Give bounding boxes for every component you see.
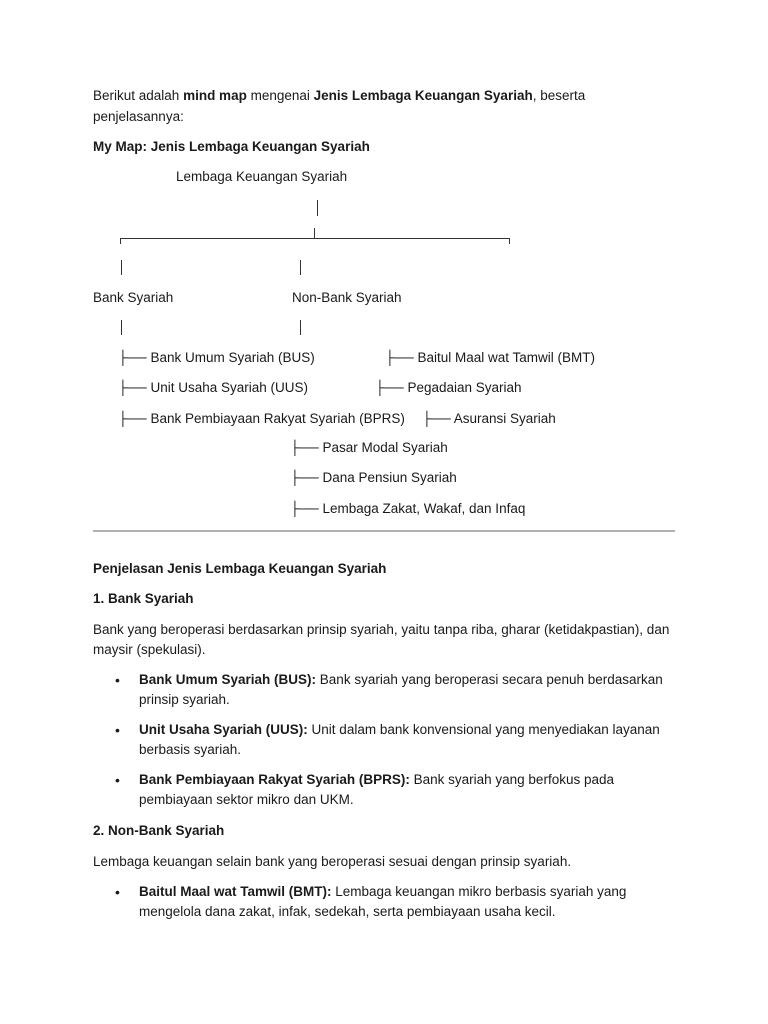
connector-glyph: ├── — [118, 350, 147, 365]
intro-line-2: penjelasannya: — [93, 109, 184, 124]
bullet-icon: • — [115, 722, 120, 738]
root-joint — [314, 228, 315, 238]
tree-item-label: Dana Pensiun Syariah — [322, 470, 457, 485]
connector-glyph: ├── — [375, 380, 404, 395]
list-item-term: Bank Umum Syariah (BUS): — [139, 672, 317, 687]
tree-item — [290, 499, 525, 519]
connector-glyph: ├── — [385, 350, 414, 365]
intro-text: mengenai — [246, 88, 314, 103]
connector-glyph: ├── — [290, 440, 319, 455]
branch-non-bank-syariah: Non-Bank Syariah — [292, 290, 402, 305]
section-2-description: Lembaga keuangan selain bank yang beroperasi sesuai dengan prinsip syariah. — [93, 854, 572, 869]
list-item-desc: Unit dalam bank konvensional yang menyediakan layanan berbasis syariah. — [139, 722, 660, 757]
list-item — [93, 670, 683, 710]
intro-bold-topic: Jenis Lembaga Keuangan Syariah — [313, 88, 533, 103]
intro-text: Berikut adalah — [93, 88, 184, 103]
list-item-desc: Bank syariah yang berfokus pada pembiayaan sektor mikro dan UKM. — [139, 772, 614, 807]
right-stem-upper — [300, 260, 301, 275]
tree-item — [422, 409, 556, 429]
section-2-list — [93, 882, 683, 922]
tree-item — [118, 378, 308, 398]
map-title: My Map: Jenis Lembaga Keuangan Syariah — [93, 139, 370, 154]
connector-glyph: ├── — [118, 380, 147, 395]
tree-item — [118, 409, 405, 429]
branch-corner-right — [509, 238, 510, 244]
tree-item-label: Bank Pembiayaan Rakyat Syariah (BPRS) — [150, 411, 405, 426]
section-1-description: Bank yang beroperasi berdasarkan prinsip syariah, yaitu tanpa riba, gharar (ketidakpastian), dan maysir (spekulasi). — [93, 622, 670, 657]
tree-item — [118, 348, 315, 368]
list-item-term: Unit Usaha Syariah (UUS): — [139, 722, 308, 737]
list-item — [93, 720, 683, 760]
tree-item-label: Lembaga Zakat, Wakaf, dan Infaq — [322, 501, 526, 516]
tree-item-label: Pegadaian Syariah — [407, 380, 522, 395]
root-stem — [317, 200, 318, 216]
connector-glyph: ├── — [290, 470, 319, 485]
list-item-term: Baitul Maal wat Tamwil (BMT): — [139, 884, 332, 899]
list-item — [93, 882, 683, 922]
tree-item — [290, 438, 448, 458]
section-divider — [93, 530, 675, 532]
tree-item-label: Pasar Modal Syariah — [322, 440, 448, 455]
connector-glyph: ├── — [118, 411, 147, 426]
intro-bold-mindmap: mind map — [183, 88, 247, 103]
explain-heading: Penjelasan Jenis Lembaga Keuangan Syariah — [93, 561, 387, 576]
tree-item — [290, 468, 457, 488]
connector-glyph: ├── — [290, 501, 319, 516]
branch-bar — [120, 238, 510, 239]
tree-item — [385, 348, 595, 368]
branch-corner-left — [120, 238, 121, 244]
tree-item-label: Asuransi Syariah — [453, 411, 556, 426]
list-item-desc: Bank syariah yang beroperasi secara penuh berdasarkan prinsip syariah. — [139, 672, 663, 707]
left-stem-lower — [121, 320, 122, 335]
section-2-title: 2. Non-Bank Syariah — [93, 823, 225, 838]
tree-root: Lembaga Keuangan Syariah — [176, 169, 348, 184]
left-stem-upper — [121, 260, 122, 275]
section-1-title: 1. Bank Syariah — [93, 591, 194, 606]
intro-line-1 — [93, 86, 585, 106]
right-stem-lower — [300, 320, 301, 335]
section-1-list — [93, 670, 683, 810]
bullet-icon: • — [115, 772, 120, 788]
tree-item-label: Unit Usaha Syariah (UUS) — [150, 380, 309, 395]
branch-bank-syariah: Bank Syariah — [93, 290, 174, 305]
bullet-icon: • — [115, 884, 120, 900]
list-item-term: Bank Pembiayaan Rakyat Syariah (BPRS): — [139, 772, 410, 787]
connector-glyph: ├── — [422, 411, 451, 426]
tree-item — [375, 378, 522, 398]
list-item — [93, 770, 683, 810]
list-item-desc: Lembaga keuangan mikro berbasis syariah yang mengelola dana zakat, infak, sedekah, serta pembiayaan usaha kecil. — [139, 884, 627, 919]
intro-text: , beserta — [532, 88, 586, 103]
tree-item-label: Bank Umum Syariah (BUS) — [150, 350, 315, 365]
tree-item-label: Baitul Maal wat Tamwil (BMT) — [417, 350, 596, 365]
bullet-icon: • — [115, 672, 120, 688]
